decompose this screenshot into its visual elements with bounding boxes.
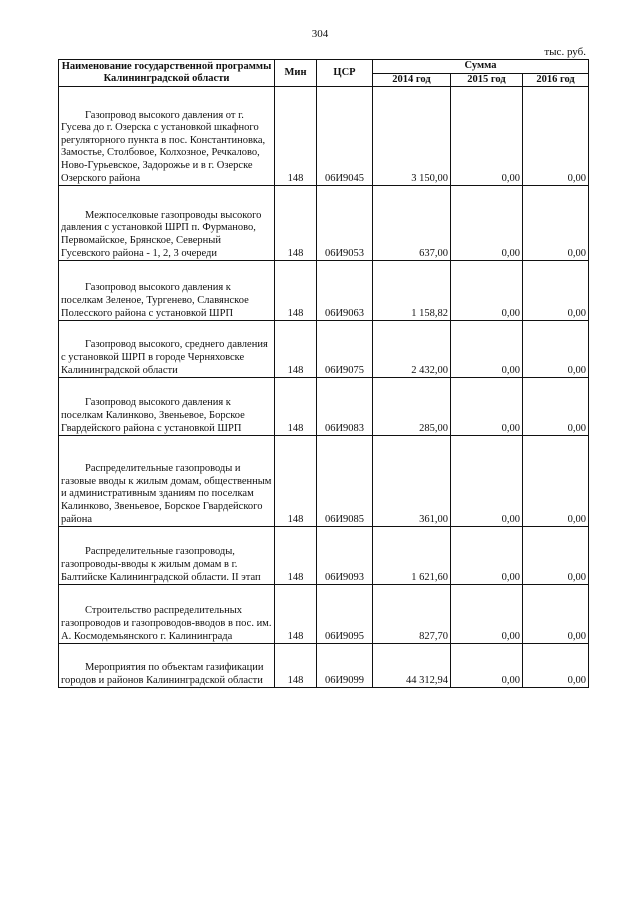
csr-code-cell: 06И9063 — [317, 261, 373, 321]
program-name: Распределительные газопроводы и газовые вводы к жилым домам, общественным и административным зданиям по поселкам Калинково, Звеньевое, Борское Гвардейского района — [61, 463, 272, 525]
amount-2015-cell: 0,00 — [451, 436, 523, 527]
program-name-cell — [59, 378, 275, 436]
program-name: Распределительные газопроводы, газопроводы-вводы к жилым домам в г. Балтийске Калининградской области. II этап — [61, 546, 261, 583]
min-cell: 148 — [275, 644, 317, 688]
min-cell: 148 — [275, 321, 317, 378]
header-year-2015: 2015 год — [451, 73, 523, 87]
amount-2014-cell: 827,70 — [373, 585, 451, 644]
amount-2016-cell: 0,00 — [523, 644, 589, 688]
table-row — [59, 261, 589, 321]
header-program-name: Наименование государственной программы Калининградской области — [59, 60, 275, 87]
min-cell: 148 — [275, 261, 317, 321]
program-name-cell — [59, 585, 275, 644]
table-row — [59, 644, 589, 688]
amount-2014-cell: 1 621,60 — [373, 527, 451, 585]
amount-2016-cell: 0,00 — [523, 87, 589, 186]
amount-2014-cell: 2 432,00 — [373, 321, 451, 378]
csr-code-cell: 06И9075 — [317, 321, 373, 378]
budget-table — [58, 59, 589, 688]
amount-2015-cell: 0,00 — [451, 186, 523, 261]
amount-2014-cell: 3 150,00 — [373, 87, 451, 186]
csr-code-cell: 06И9093 — [317, 527, 373, 585]
amount-2016-cell: 0,00 — [523, 321, 589, 378]
header-csr: ЦСР — [317, 60, 373, 87]
csr-code-cell: 06И9099 — [317, 644, 373, 688]
amount-2015-cell: 0,00 — [451, 585, 523, 644]
table-row — [59, 87, 589, 186]
table-row — [59, 378, 589, 436]
program-name-cell — [59, 436, 275, 527]
program-name-cell — [59, 527, 275, 585]
header-sum: Сумма — [373, 60, 589, 74]
page-number: 304 — [311, 28, 329, 40]
table-row — [59, 186, 589, 261]
amount-2015-cell: 0,00 — [451, 261, 523, 321]
amount-2014-cell: 1 158,82 — [373, 261, 451, 321]
program-name-cell — [59, 87, 275, 186]
program-name: Межпоселковые газопроводы высокого давления с установкой ШРП п. Фурманово, Первомайское, Брянское, Северный Гусевского района - 1, 2, 3 очереди — [61, 209, 262, 259]
header-min: Мин — [275, 60, 317, 87]
table-row — [59, 321, 589, 378]
program-name: Строительство распределительных газопроводов и газопроводов-вводов в пос. им. А. Космодемьянского г. Калининграда — [61, 605, 272, 642]
min-cell: 148 — [275, 87, 317, 186]
table-row — [59, 585, 589, 644]
amount-2016-cell: 0,00 — [523, 585, 589, 644]
amount-2015-cell: 0,00 — [451, 378, 523, 436]
amount-2014-cell: 285,00 — [373, 378, 451, 436]
program-name: Газопровод высокого давления к поселкам Зеленое, Тургенево, Славянское Полесского района с установкой ШРП — [61, 282, 249, 319]
header-year-2016: 2016 год — [523, 73, 589, 87]
amount-2016-cell: 0,00 — [523, 378, 589, 436]
csr-code-cell: 06И9085 — [317, 436, 373, 527]
csr-code-cell: 06И9045 — [317, 87, 373, 186]
min-cell: 148 — [275, 527, 317, 585]
program-name-cell — [59, 261, 275, 321]
program-name: Газопровод высокого, среднего давления с установкой ШРП в городе Черняховске Калининградской области — [61, 339, 268, 376]
min-cell: 148 — [275, 585, 317, 644]
program-name: Мероприятия по объектам газификации городов и районов Калининградской области — [61, 662, 264, 686]
amount-2014-cell: 637,00 — [373, 186, 451, 261]
table-row — [59, 436, 589, 527]
amount-2015-cell: 0,00 — [451, 644, 523, 688]
table-row — [59, 527, 589, 585]
header-year-2014: 2014 год — [373, 73, 451, 87]
amount-2014-cell: 44 312,94 — [373, 644, 451, 688]
csr-code-cell: 06И9053 — [317, 186, 373, 261]
program-name: Газопровод высокого давления к поселкам Калинково, Звеньевое, Борское Гвардейского района с установкой ШРП — [61, 397, 245, 434]
amount-2016-cell: 0,00 — [523, 186, 589, 261]
amount-2016-cell: 0,00 — [523, 527, 589, 585]
amount-2014-cell: 361,00 — [373, 436, 451, 527]
min-cell: 148 — [275, 378, 317, 436]
amount-2016-cell: 0,00 — [523, 436, 589, 527]
program-name-cell — [59, 186, 275, 261]
program-name-cell — [59, 321, 275, 378]
min-cell: 148 — [275, 186, 317, 261]
min-cell: 148 — [275, 436, 317, 527]
csr-code-cell: 06И9083 — [317, 378, 373, 436]
csr-code-cell: 06И9095 — [317, 585, 373, 644]
amount-2016-cell: 0,00 — [523, 261, 589, 321]
program-name: Газопровод высокого давления от г. Гусева до г. Озерска с установкой шкафного регуляторного пункта в пос. Константиновка, Замостье, Столбовое, Колхозное, Речкалово, Ново-Гурьевское, Задорожье и в г. Озерске Озерского района — [61, 109, 266, 184]
program-name-cell — [59, 644, 275, 688]
amount-2015-cell: 0,00 — [451, 87, 523, 186]
amount-2015-cell: 0,00 — [451, 321, 523, 378]
units-label: тыс. руб. — [544, 46, 586, 58]
amount-2015-cell: 0,00 — [451, 527, 523, 585]
